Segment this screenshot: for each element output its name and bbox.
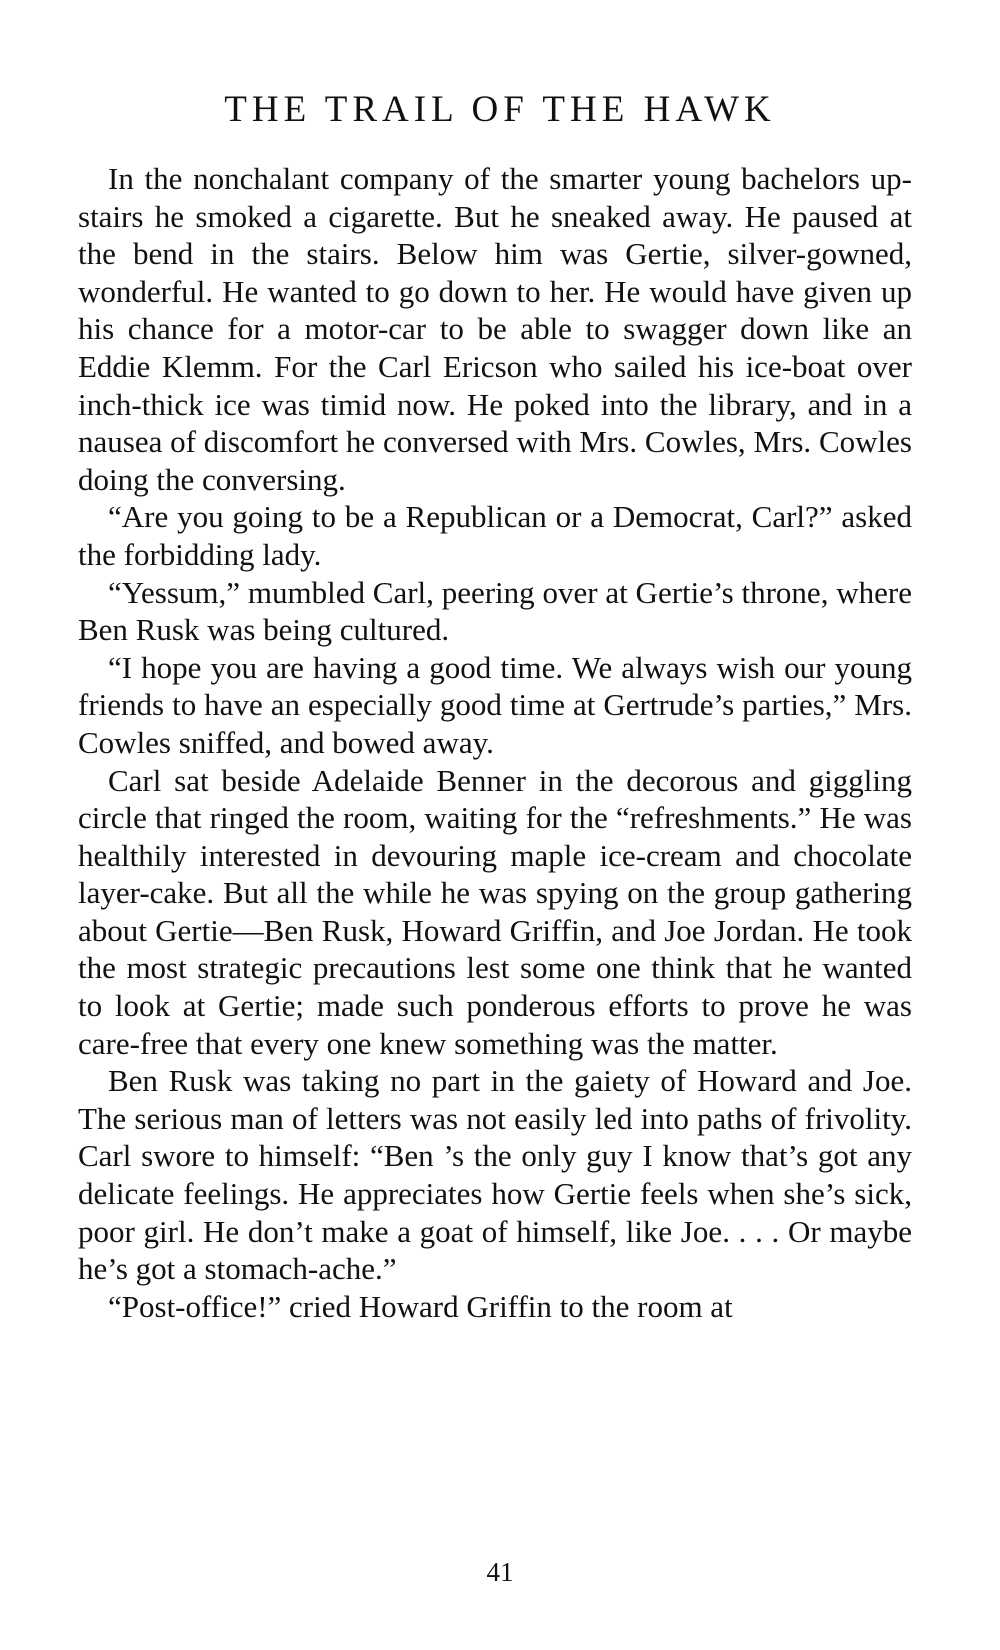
page-number: 41 [486,1557,514,1587]
running-head: THE TRAIL OF THE HAWK [224,89,776,130]
paragraph: “I hope you are having a good time. We always wish our young friends to have an especially good time at Gertrude’s parties,” Mrs. Cowles sniffed, and bowed away. [78,649,912,760]
paragraph: Ben Rusk was taking no part in the gaiety of Howard and Joe. The serious man of letters was not easily led into paths of frivolity. Carl swore to himself: “Ben ’s the only guy I know that’s got any delicate feelings. He appreciates how Gertie feels when she’s sick, poor girl. He don’t make a goat of himself, like Joe. . . . Or maybe he’s got a stomach-ache.” [78,1063,912,1287]
paragraph: “Yessum,” mumbled Carl, peering over at Gertie’s throne, where Ben Rusk was being cultured. [78,574,912,648]
paragraph: In the nonchalant company of the smarter young bachelors up-stairs he smoked a cigarette. But he sneaked away. He paused at the bend in the stairs. Below him was Gertie, silver-gowned, wonderful. He wanted to go down to her. He would have given up his chance for a motor-car to be able to swagger down like an Eddie Klemm. For the Carl Ericson who sailed his ice-boat over inch-thick ice was timid now. He poked into the library, and in a nausea of discomfort he conversed with Mrs. Cowles, Mrs. Cowles doing the conversing. [78,161,912,497]
body-text [78,160,912,1325]
paragraph: Carl sat beside Adelaide Benner in the decorous and giggling circle that ringed the room, waiting for the “refreshments.” He was healthily interested in devouring maple ice-cream and chocolate layer-cake. But all the while he was spying on the group gathering about Gertie—Ben Rusk, Howard Griffin, and Joe Jordan. He took the most strategic precautions lest some one think that he wanted to look at Gertie; made such ponderous efforts to prove he was care-free that every one knew something was the matter. [78,762,912,1061]
paragraph: “Post-office!” cried Howard Griffin to the room at [108,1288,733,1324]
paragraph: “Are you going to be a Republican or a Democrat, Carl?” asked the forbidding lady. [78,499,912,572]
